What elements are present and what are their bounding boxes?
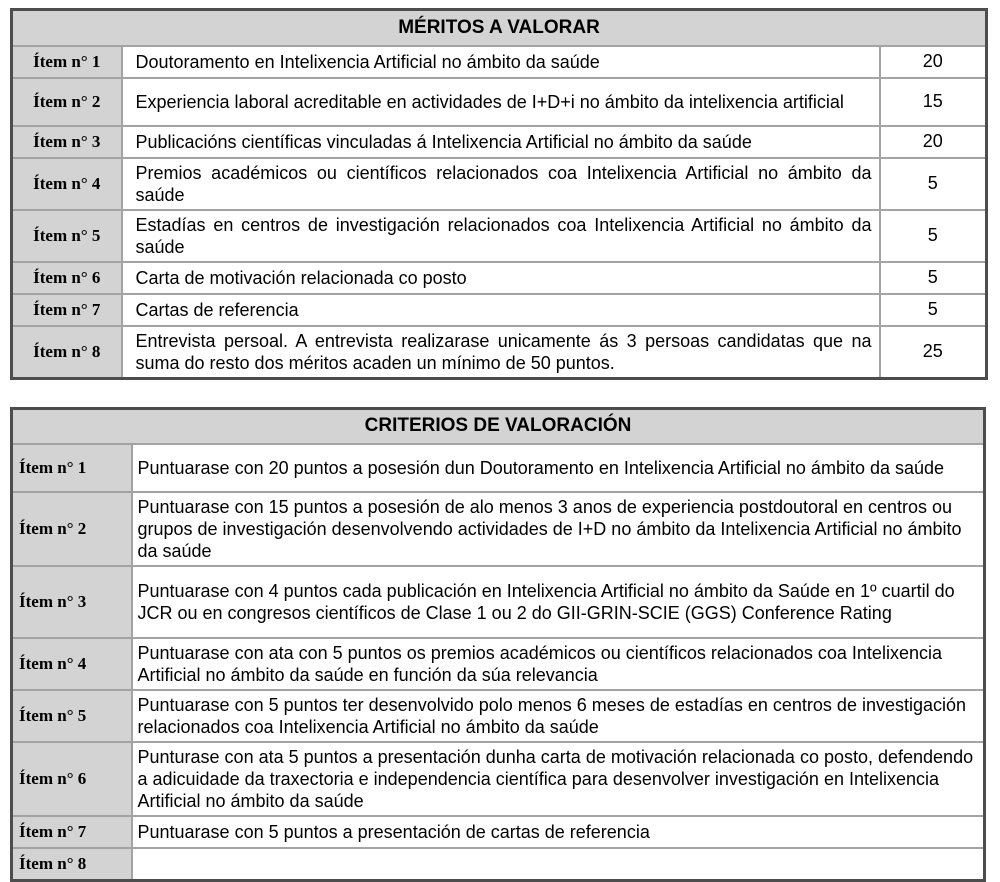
table-row <box>12 690 985 742</box>
item-description: Premios académicos ou científicos relacionados coa Intelixencia Artificial no ámbito da saúde <box>122 158 880 210</box>
table-row <box>12 444 985 492</box>
merits-table-title: MÉRITOS A VALORAR <box>12 10 987 46</box>
item-points: 5 <box>880 262 987 294</box>
item-points: 15 <box>880 78 987 126</box>
table-row <box>12 294 987 326</box>
table-row <box>12 566 985 638</box>
item-label: Ítem n° 2 <box>12 78 122 126</box>
item-description: Puntuarase con 15 puntos a posesión de alo menos 3 anos de experiencia postdoutoral en centros ou grupos de investigación desenvolvendo actividades de I+D no ámbito da Intelixencia Artificial no ámbito da saúde <box>132 492 985 566</box>
item-points: 5 <box>880 294 987 326</box>
merits-table-header-row <box>12 10 987 46</box>
item-description: Experiencia laboral acreditable en actividades de I+D+i no ámbito da intelixencia artificial <box>122 78 880 126</box>
table-row <box>12 848 985 880</box>
item-label: Ítem n° 6 <box>12 742 132 816</box>
table-row <box>12 210 987 262</box>
item-label: Ítem n° 3 <box>12 566 132 638</box>
item-description <box>132 848 985 880</box>
item-description: Cartas de referencia <box>122 294 880 326</box>
item-label: Ítem n° 8 <box>12 326 122 379</box>
item-label: Ítem n° 4 <box>12 638 132 690</box>
item-description: Puntuarase con 4 puntos cada publicación en Intelixencia Artificial no ámbito da Saúde en 1º cuartil do JCR ou en congresos científicos de Clase 1 ou 2 do GII-GRIN-SCIE (GGS) Conference Rating <box>132 566 985 638</box>
table-row <box>12 158 987 210</box>
item-label: Ítem n° 5 <box>12 210 122 262</box>
item-description: Publicacións científicas vinculadas á Intelixencia Artificial no ámbito da saúde <box>122 126 880 158</box>
table-row <box>12 78 987 126</box>
item-description: Doutoramento en Intelixencia Artificial no ámbito da saúde <box>122 46 880 78</box>
item-label: Ítem n° 6 <box>12 262 122 294</box>
item-label: Ítem n° 1 <box>12 46 122 78</box>
item-label: Ítem n° 5 <box>12 690 132 742</box>
table-row <box>12 126 987 158</box>
item-description: Punturase con ata 5 puntos a presentación dunha carta de motivación relacionada co posto, defendendo a adicuidade da traxectoria e independencia científica para desenvolver investigación en Intelixencia Artificial no ámbito da saúde <box>132 742 985 816</box>
criteria-table-title: CRITERIOS DE VALORACIÓN <box>12 408 985 444</box>
item-description: Puntuarase con 5 puntos a presentación de cartas de referencia <box>132 816 985 848</box>
document-page <box>0 8 1000 880</box>
table-row <box>12 326 987 379</box>
table-row <box>12 46 987 78</box>
criteria-table-header-row <box>12 408 985 444</box>
item-description: Puntuarase con 5 puntos ter desenvolvido polo menos 6 meses de estadías en centros de investigación relacionados coa Intelixencia Artificial no ámbito da saúde <box>132 690 985 742</box>
table-row <box>12 492 985 566</box>
item-label: Ítem n° 2 <box>12 492 132 566</box>
item-description: Estadías en centros de investigación relacionados coa Intelixencia Artificial no ámbito da saúde <box>122 210 880 262</box>
item-description: Puntuarase con ata con 5 puntos os premios académicos ou científicos relacionados coa Intelixencia Artificial no ámbito da saúde en función da súa relevancia <box>132 638 985 690</box>
table-row <box>12 742 985 816</box>
item-label: Ítem n° 8 <box>12 848 132 880</box>
item-points: 20 <box>880 126 987 158</box>
item-label: Ítem n° 7 <box>12 294 122 326</box>
item-points: 5 <box>880 158 987 210</box>
table-row <box>12 262 987 294</box>
item-points: 5 <box>880 210 987 262</box>
table-row <box>12 638 985 690</box>
item-description: Puntuarase con 20 puntos a posesión dun Doutoramento en Intelixencia Artificial no ámbito da saúde <box>132 444 985 492</box>
item-points: 25 <box>880 326 987 379</box>
merits-table <box>10 8 988 380</box>
item-label: Ítem n° 4 <box>12 158 122 210</box>
criteria-table <box>10 407 986 882</box>
item-label: Ítem n° 1 <box>12 444 132 492</box>
item-label: Ítem n° 3 <box>12 126 122 158</box>
item-description: Carta de motivación relacionada co posto <box>122 262 880 294</box>
item-description: Entrevista persoal. A entrevista realizarase unicamente ás 3 persoas candidatas que na suma do resto dos méritos acaden un mínimo de 50 puntos. <box>122 326 880 379</box>
item-points: 20 <box>880 46 987 78</box>
table-row <box>12 816 985 848</box>
item-label: Ítem n° 7 <box>12 816 132 848</box>
